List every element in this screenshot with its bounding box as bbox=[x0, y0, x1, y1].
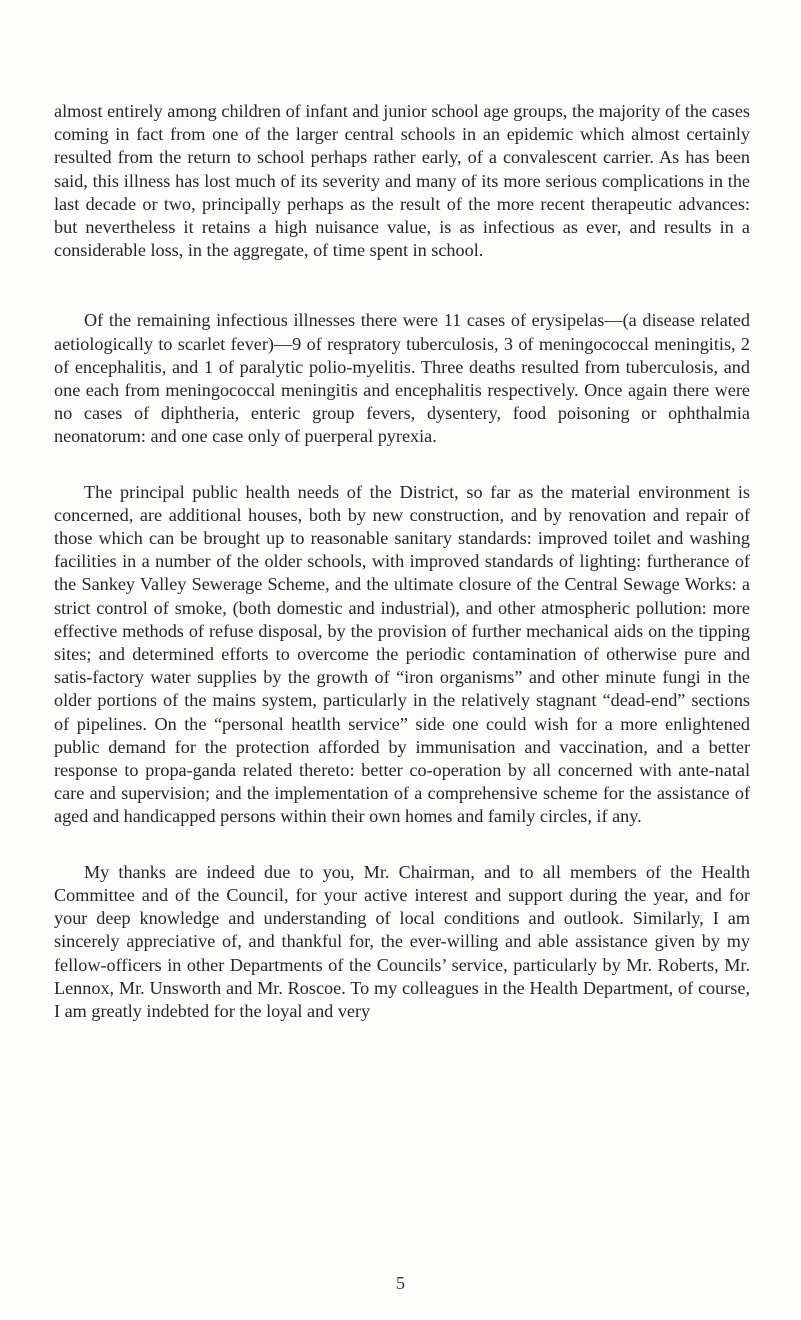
page-number: 5 bbox=[396, 1273, 405, 1293]
paragraph-infectious-illnesses: Of the remaining infectious illnesses there were 11 cases of erysipelas—(a disease related aetiologically to scarlet fever)—9 of respratory tuberculosis, 3 of meningococcal meningitis, 2 of encephalitis, and 1 of paralytic polio-myelitis. Three deaths resulted from tuberculosis, and one each from meningococcal meningitis and encephalitis respectively. Once again there were no cases of diphtheria, enteric group fevers, dysentery, food poisoning or ophthalmia neonatorum: and one case only of puerperal pyrexia. bbox=[54, 310, 750, 447]
paragraph-acknowledgements: My thanks are indeed due to you, Mr. Chairman, and to all members of the Health Committee and of the Council, for your active interest and support during the year, and for your deep knowledge and understanding of local conditions and outlook. Similarly, I am sincerely appreciative of, and thankful for, the ever-willing and able assistance given by my fellow-officers in other Departments of the Councils’ service, particularly by Mr. Roberts, Mr. Lennox, Mr. Unsworth and Mr. Roscoe. To my colleagues in the Health Department, of course, I am greatly indebted for the loyal and very bbox=[54, 861, 750, 1021]
paragraph-scarlet-fever-continuation: almost entirely among children of infant and junior school age groups, the majority of the cases coming in fact from one of the larger central schools in an epidemic which almost certainly resulted from the return to school perhaps rather early, of a convalescent carrier. As has been said, this illness has lost much of its severity and many of its more serious complications in the last decade or two, principally perhaps as the result of the more recent therapeutic advances: but nevertheless it retains a high nuisance value, is as infectious as ever, and results in a considerable loss, in the aggregate, of time spent in school. bbox=[54, 101, 750, 261]
paragraph-public-health-needs: The principal public health needs of the District, so far as the material environment is concerned, are additional houses, both by new construction, and by renovation and repair of those which can be brought up to reasonable sanitary standards: improved toilet and washing facilities in a number of the older schools, with improved standards of lighting: furtherance of the Sankey Valley Sewerage Scheme, and the ultimate closure of the Central Sewage Works: a strict control of smoke, (both domestic and industrial), and other atmospheric pollution: more effective methods of refuse disposal, by the provision of further mechanical aids on the tipping sites; and determined efforts to overcome the periodic contamination of otherwise pure and satis-factory water supplies by the growth of “iron organisms” and other minute fungi in the older portions of the mains system, particularly in the relatively stagnant “dead-end” sections of pipelines. On the “personal heatlth service” side one could wish for a more enlightened public demand for the protection afforded by immunisation and vaccination, and a better response to propa-ganda related thereto: better co-operation by all concerned with ante-natal care and supervision; and the implementation of a comprehensive scheme for the assistance of aged and handicapped persons within their own homes and family circles, if any. bbox=[54, 481, 750, 827]
body-text bbox=[54, 100, 750, 1023]
